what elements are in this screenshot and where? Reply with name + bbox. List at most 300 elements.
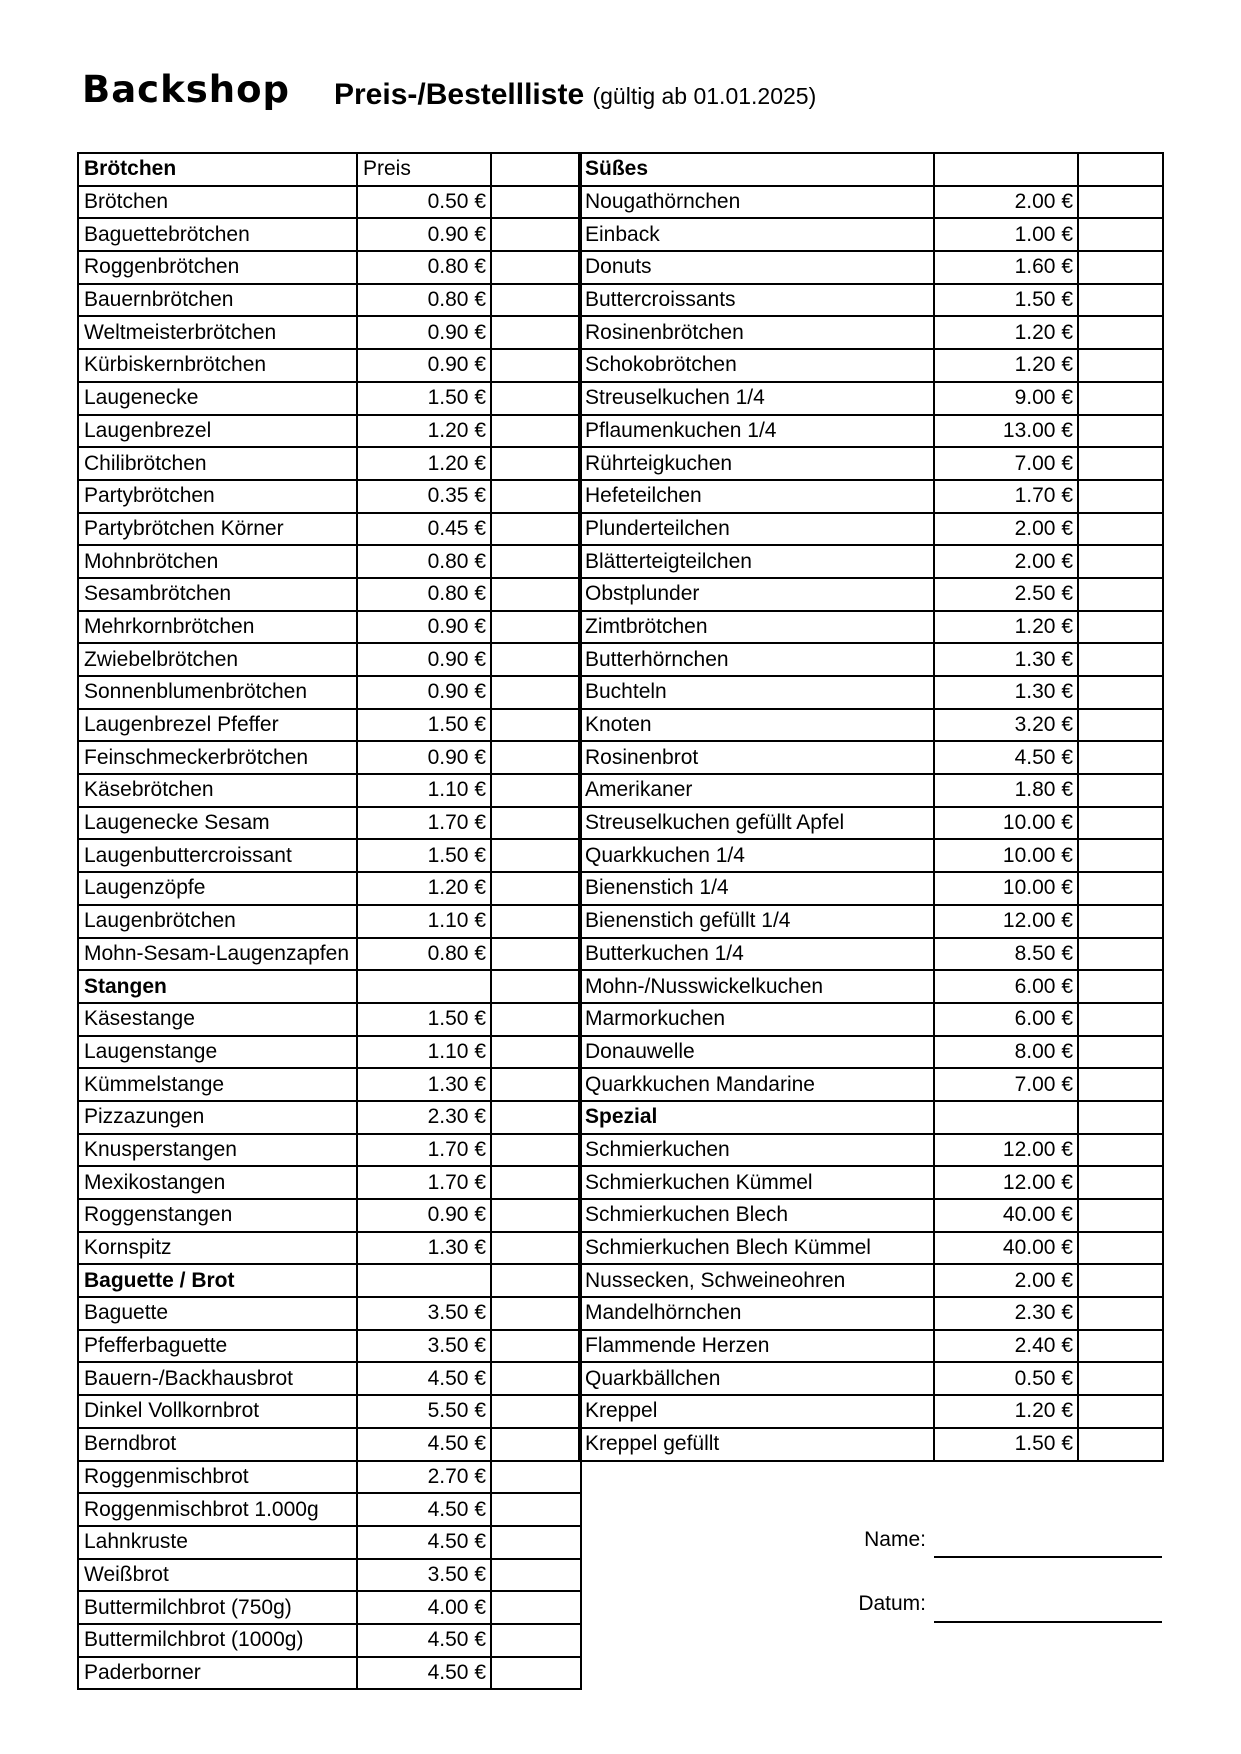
order-quantity-cell[interactable] bbox=[491, 807, 581, 840]
order-quantity-cell[interactable] bbox=[491, 1559, 581, 1592]
order-quantity-cell[interactable] bbox=[1078, 415, 1163, 448]
table-row bbox=[78, 611, 581, 644]
product-price: 1.20 € bbox=[357, 415, 491, 448]
table-row bbox=[78, 709, 581, 742]
product-price: 1.50 € bbox=[357, 382, 491, 415]
table-row bbox=[78, 578, 581, 611]
product-price: 1.70 € bbox=[934, 480, 1078, 513]
order-quantity-cell[interactable] bbox=[491, 447, 581, 480]
table-row bbox=[78, 1591, 581, 1624]
product-price: 1.30 € bbox=[357, 1232, 491, 1265]
product-price: 3.20 € bbox=[934, 709, 1078, 742]
order-quantity-cell[interactable] bbox=[1078, 480, 1163, 513]
product-name: Mehrkornbrötchen bbox=[78, 611, 357, 644]
table-row bbox=[78, 741, 581, 774]
shop-title: Backshop bbox=[82, 68, 290, 111]
table-row bbox=[78, 316, 581, 349]
product-price: 1.70 € bbox=[357, 1134, 491, 1167]
order-quantity-cell[interactable] bbox=[491, 1591, 581, 1624]
table-row bbox=[579, 1264, 1163, 1297]
order-quantity-cell[interactable] bbox=[1078, 545, 1163, 578]
table-row bbox=[579, 545, 1163, 578]
table-row bbox=[78, 1395, 581, 1428]
product-name: Rührteigkuchen bbox=[579, 447, 934, 480]
product-price: 2.70 € bbox=[357, 1461, 491, 1494]
product-name: Kornspitz bbox=[78, 1232, 357, 1265]
product-price: 6.00 € bbox=[934, 970, 1078, 1003]
price-header bbox=[357, 970, 491, 1003]
order-quantity-cell[interactable] bbox=[491, 774, 581, 807]
product-price: 0.80 € bbox=[357, 284, 491, 317]
order-quantity-cell[interactable] bbox=[1078, 1395, 1163, 1428]
product-name: Käsebrötchen bbox=[78, 774, 357, 807]
product-name: Laugenecke bbox=[78, 382, 357, 415]
order-quantity-cell[interactable] bbox=[491, 1297, 581, 1330]
name-input-line[interactable] bbox=[934, 1556, 1162, 1558]
table-row bbox=[579, 807, 1163, 840]
order-quantity-cell[interactable] bbox=[491, 153, 581, 186]
order-quantity-cell[interactable] bbox=[1078, 872, 1163, 905]
table-row bbox=[78, 1330, 581, 1363]
product-name: Partybrötchen bbox=[78, 480, 357, 513]
table-row bbox=[579, 1330, 1163, 1363]
product-price: 3.50 € bbox=[357, 1297, 491, 1330]
order-quantity-cell[interactable] bbox=[491, 905, 581, 938]
order-quantity-cell[interactable] bbox=[1078, 1330, 1163, 1363]
order-quantity-cell[interactable] bbox=[491, 1330, 581, 1363]
product-name: Rosinenbrot bbox=[579, 741, 934, 774]
product-name: Streuselkuchen gefüllt Apfel bbox=[579, 807, 934, 840]
table-row bbox=[78, 774, 581, 807]
table-row bbox=[78, 1068, 581, 1101]
product-price: 4.50 € bbox=[357, 1657, 491, 1690]
product-price: 2.40 € bbox=[934, 1330, 1078, 1363]
section-title: Süßes bbox=[579, 153, 934, 186]
table-row bbox=[78, 676, 581, 709]
product-name: Quarkkuchen 1/4 bbox=[579, 839, 934, 872]
order-quantity-cell[interactable] bbox=[1078, 1134, 1163, 1167]
order-quantity-cell[interactable] bbox=[491, 1101, 581, 1134]
table-row bbox=[78, 513, 581, 546]
product-name: Kürbiskernbrötchen bbox=[78, 349, 357, 382]
section-header-row bbox=[78, 153, 581, 186]
section-title: Brötchen bbox=[78, 153, 357, 186]
table-row bbox=[78, 251, 581, 284]
product-price: 1.20 € bbox=[357, 447, 491, 480]
product-name: Rosinenbrötchen bbox=[579, 316, 934, 349]
order-quantity-cell[interactable] bbox=[491, 316, 581, 349]
table-row bbox=[78, 545, 581, 578]
product-price: 0.90 € bbox=[357, 676, 491, 709]
product-price: 0.90 € bbox=[357, 1199, 491, 1232]
table-row bbox=[579, 1166, 1163, 1199]
list-title-text: Preis-/Bestellliste bbox=[334, 78, 585, 111]
order-quantity-cell[interactable] bbox=[491, 643, 581, 676]
order-quantity-cell[interactable] bbox=[491, 970, 581, 1003]
order-quantity-cell[interactable] bbox=[491, 1461, 581, 1494]
order-quantity-cell[interactable] bbox=[1078, 1166, 1163, 1199]
order-quantity-cell[interactable] bbox=[1078, 218, 1163, 251]
product-price: 1.50 € bbox=[357, 839, 491, 872]
product-name: Bauern-/Backhausbrot bbox=[78, 1362, 357, 1395]
order-quantity-cell[interactable] bbox=[1078, 970, 1163, 1003]
product-price: 40.00 € bbox=[934, 1232, 1078, 1265]
table-row bbox=[579, 709, 1163, 742]
order-quantity-cell[interactable] bbox=[1078, 186, 1163, 219]
product-price: 2.00 € bbox=[934, 513, 1078, 546]
order-quantity-cell[interactable] bbox=[1078, 741, 1163, 774]
section-header-row bbox=[579, 1101, 1163, 1134]
product-name: Nussecken, Schweineohren bbox=[579, 1264, 934, 1297]
order-quantity-cell[interactable] bbox=[491, 839, 581, 872]
order-quantity-cell[interactable] bbox=[1078, 316, 1163, 349]
product-name: Laugenbrezel Pfeffer bbox=[78, 709, 357, 742]
product-name: Käsestange bbox=[78, 1003, 357, 1036]
order-quantity-cell[interactable] bbox=[1078, 774, 1163, 807]
product-name: Kreppel gefüllt bbox=[579, 1428, 934, 1461]
price-table-right bbox=[578, 152, 1164, 1462]
product-price: 1.30 € bbox=[357, 1068, 491, 1101]
table-row bbox=[78, 1199, 581, 1232]
product-name: Nougathörnchen bbox=[579, 186, 934, 219]
product-price: 2.30 € bbox=[357, 1101, 491, 1134]
table-row bbox=[78, 872, 581, 905]
order-quantity-cell[interactable] bbox=[491, 349, 581, 382]
order-quantity-cell[interactable] bbox=[491, 1428, 581, 1461]
product-price: 4.50 € bbox=[357, 1362, 491, 1395]
order-quantity-cell[interactable] bbox=[1078, 676, 1163, 709]
product-price: 2.00 € bbox=[934, 186, 1078, 219]
order-quantity-cell[interactable] bbox=[491, 938, 581, 971]
product-name: Butterhörnchen bbox=[579, 643, 934, 676]
order-quantity-cell[interactable] bbox=[1078, 382, 1163, 415]
order-quantity-cell[interactable] bbox=[1078, 284, 1163, 317]
product-name: Laugenzöpfe bbox=[78, 872, 357, 905]
product-name: Feinschmeckerbrötchen bbox=[78, 741, 357, 774]
table-row bbox=[579, 447, 1163, 480]
product-price: 0.90 € bbox=[357, 316, 491, 349]
product-price: 2.00 € bbox=[934, 545, 1078, 578]
table-row bbox=[579, 284, 1163, 317]
table-row bbox=[579, 938, 1163, 971]
order-quantity-cell[interactable] bbox=[491, 1264, 581, 1297]
table-row bbox=[78, 807, 581, 840]
product-price: 1.20 € bbox=[357, 872, 491, 905]
table-row bbox=[78, 186, 581, 219]
product-price: 1.10 € bbox=[357, 774, 491, 807]
order-quantity-cell[interactable] bbox=[491, 611, 581, 644]
product-price: 3.50 € bbox=[357, 1330, 491, 1363]
product-price: 1.20 € bbox=[934, 316, 1078, 349]
table-row bbox=[78, 1657, 581, 1690]
order-quantity-cell[interactable] bbox=[1078, 807, 1163, 840]
order-quantity-cell[interactable] bbox=[491, 382, 581, 415]
product-name: Donuts bbox=[579, 251, 934, 284]
table-row bbox=[579, 774, 1163, 807]
product-price: 0.90 € bbox=[357, 643, 491, 676]
product-price: 1.50 € bbox=[934, 284, 1078, 317]
product-price: 1.10 € bbox=[357, 905, 491, 938]
table-row bbox=[579, 415, 1163, 448]
product-price: 1.20 € bbox=[934, 349, 1078, 382]
table-row bbox=[579, 1395, 1163, 1428]
product-price: 12.00 € bbox=[934, 1166, 1078, 1199]
list-title bbox=[334, 78, 816, 112]
product-price: 3.50 € bbox=[357, 1559, 491, 1592]
valid-from-text: (gültig ab 01.01.2025) bbox=[592, 83, 817, 109]
price-header bbox=[357, 1264, 491, 1297]
order-quantity-cell[interactable] bbox=[491, 1657, 581, 1690]
table-row bbox=[78, 1036, 581, 1069]
product-price: 1.10 € bbox=[357, 1036, 491, 1069]
table-row bbox=[579, 1036, 1163, 1069]
product-name: Laugenecke Sesam bbox=[78, 807, 357, 840]
order-quantity-cell[interactable] bbox=[491, 480, 581, 513]
product-name: Baguettebrötchen bbox=[78, 218, 357, 251]
table-row bbox=[579, 839, 1163, 872]
date-input-line[interactable] bbox=[934, 1621, 1162, 1623]
order-quantity-cell[interactable] bbox=[1078, 1232, 1163, 1265]
product-price: 40.00 € bbox=[934, 1199, 1078, 1232]
product-price: 1.20 € bbox=[934, 611, 1078, 644]
product-name: Buttercroissants bbox=[579, 284, 934, 317]
product-name: Pizzazungen bbox=[78, 1101, 357, 1134]
product-price: 10.00 € bbox=[934, 872, 1078, 905]
order-quantity-cell[interactable] bbox=[1078, 1264, 1163, 1297]
product-name: Roggenmischbrot bbox=[78, 1461, 357, 1494]
order-quantity-cell[interactable] bbox=[491, 284, 581, 317]
product-name: Kümmelstange bbox=[78, 1068, 357, 1101]
product-price: 0.80 € bbox=[357, 578, 491, 611]
order-quantity-cell[interactable] bbox=[491, 1166, 581, 1199]
product-price: 1.50 € bbox=[357, 709, 491, 742]
price-header bbox=[934, 153, 1078, 186]
order-quantity-cell[interactable] bbox=[491, 1232, 581, 1265]
product-name: Bauernbrötchen bbox=[78, 284, 357, 317]
product-price: 12.00 € bbox=[934, 1134, 1078, 1167]
table-row bbox=[78, 1559, 581, 1592]
product-price: 12.00 € bbox=[934, 905, 1078, 938]
order-quantity-cell[interactable] bbox=[1078, 578, 1163, 611]
product-price: 1.00 € bbox=[934, 218, 1078, 251]
product-name: Obstplunder bbox=[579, 578, 934, 611]
order-quantity-cell[interactable] bbox=[491, 218, 581, 251]
product-name: Blätterteigteilchen bbox=[579, 545, 934, 578]
order-quantity-cell[interactable] bbox=[1078, 1036, 1163, 1069]
order-quantity-cell[interactable] bbox=[491, 1395, 581, 1428]
section-header-row bbox=[579, 153, 1163, 186]
name-label: Name: bbox=[864, 1528, 926, 1551]
product-price: 7.00 € bbox=[934, 1068, 1078, 1101]
product-price: 9.00 € bbox=[934, 382, 1078, 415]
product-name: Bienenstich 1/4 bbox=[579, 872, 934, 905]
product-price: 0.90 € bbox=[357, 741, 491, 774]
order-quantity-cell[interactable] bbox=[491, 251, 581, 284]
product-price: 0.90 € bbox=[357, 218, 491, 251]
section-title: Spezial bbox=[579, 1101, 934, 1134]
table-row bbox=[579, 872, 1163, 905]
product-price: 0.90 € bbox=[357, 349, 491, 382]
product-name: Flammende Herzen bbox=[579, 1330, 934, 1363]
table-row bbox=[579, 643, 1163, 676]
table-row bbox=[78, 839, 581, 872]
table-row bbox=[579, 480, 1163, 513]
order-quantity-cell[interactable] bbox=[1078, 1003, 1163, 1036]
product-name: Mexikostangen bbox=[78, 1166, 357, 1199]
product-price: 10.00 € bbox=[934, 839, 1078, 872]
product-price: 2.50 € bbox=[934, 578, 1078, 611]
price-header: Preis bbox=[357, 153, 491, 186]
order-quantity-cell[interactable] bbox=[1078, 905, 1163, 938]
product-price: 1.20 € bbox=[934, 1395, 1078, 1428]
order-quantity-cell[interactable] bbox=[491, 1036, 581, 1069]
product-name: Laugenstange bbox=[78, 1036, 357, 1069]
product-name: Schmierkuchen Blech bbox=[579, 1199, 934, 1232]
product-name: Pflaumenkuchen 1/4 bbox=[579, 415, 934, 448]
table-row bbox=[78, 447, 581, 480]
section-title: Stangen bbox=[78, 970, 357, 1003]
table-row bbox=[78, 218, 581, 251]
product-price: 4.50 € bbox=[357, 1624, 491, 1657]
order-quantity-cell[interactable] bbox=[491, 1624, 581, 1657]
order-quantity-cell[interactable] bbox=[491, 676, 581, 709]
table-row bbox=[579, 905, 1163, 938]
table-row bbox=[78, 1101, 581, 1134]
order-quantity-cell[interactable] bbox=[491, 1493, 581, 1526]
order-quantity-cell[interactable] bbox=[1078, 1297, 1163, 1330]
table-row bbox=[78, 382, 581, 415]
table-row bbox=[579, 349, 1163, 382]
product-name: Donauwelle bbox=[579, 1036, 934, 1069]
order-quantity-cell[interactable] bbox=[1078, 709, 1163, 742]
table-row bbox=[579, 676, 1163, 709]
product-name: Buttermilchbrot (1000g) bbox=[78, 1624, 357, 1657]
product-price: 0.50 € bbox=[357, 186, 491, 219]
order-quantity-cell[interactable] bbox=[491, 545, 581, 578]
order-quantity-cell[interactable] bbox=[491, 1134, 581, 1167]
product-name: Bienenstich gefüllt 1/4 bbox=[579, 905, 934, 938]
product-price: 0.45 € bbox=[357, 513, 491, 546]
table-row bbox=[579, 578, 1163, 611]
order-quantity-cell[interactable] bbox=[491, 1003, 581, 1036]
product-name: Roggenmischbrot 1.000g bbox=[78, 1493, 357, 1526]
product-price: 4.50 € bbox=[357, 1493, 491, 1526]
order-quantity-cell[interactable] bbox=[491, 1526, 581, 1559]
order-quantity-cell[interactable] bbox=[1078, 643, 1163, 676]
product-price: 1.70 € bbox=[357, 807, 491, 840]
product-price: 7.00 € bbox=[934, 447, 1078, 480]
table-row bbox=[78, 643, 581, 676]
order-quantity-cell[interactable] bbox=[1078, 153, 1163, 186]
product-price: 1.50 € bbox=[934, 1428, 1078, 1461]
order-quantity-cell[interactable] bbox=[1078, 1068, 1163, 1101]
order-quantity-cell[interactable] bbox=[491, 741, 581, 774]
product-name: Kreppel bbox=[579, 1395, 934, 1428]
order-quantity-cell[interactable] bbox=[491, 1068, 581, 1101]
order-quantity-cell[interactable] bbox=[1078, 513, 1163, 546]
product-name: Berndbrot bbox=[78, 1428, 357, 1461]
product-name: Lahnkruste bbox=[78, 1526, 357, 1559]
table-row bbox=[579, 218, 1163, 251]
product-price: 1.30 € bbox=[934, 676, 1078, 709]
order-quantity-cell[interactable] bbox=[1078, 938, 1163, 971]
order-quantity-cell[interactable] bbox=[1078, 839, 1163, 872]
table-row bbox=[78, 1362, 581, 1395]
product-price: 8.50 € bbox=[934, 938, 1078, 971]
table-row bbox=[78, 1624, 581, 1657]
order-quantity-cell[interactable] bbox=[1078, 1362, 1163, 1395]
product-price: 1.80 € bbox=[934, 774, 1078, 807]
product-price: 5.50 € bbox=[357, 1395, 491, 1428]
product-name: Laugenbuttercroissant bbox=[78, 839, 357, 872]
order-quantity-cell[interactable] bbox=[491, 513, 581, 546]
product-name: Buttermilchbrot (750g) bbox=[78, 1591, 357, 1624]
table-row bbox=[78, 1003, 581, 1036]
product-name: Plunderteilchen bbox=[579, 513, 934, 546]
table-row bbox=[78, 1493, 581, 1526]
order-quantity-cell[interactable] bbox=[1078, 447, 1163, 480]
order-quantity-cell[interactable] bbox=[1078, 1199, 1163, 1232]
table-row bbox=[78, 480, 581, 513]
table-row bbox=[78, 349, 581, 382]
order-quantity-cell[interactable] bbox=[491, 186, 581, 219]
product-name: Partybrötchen Körner bbox=[78, 513, 357, 546]
table-row bbox=[78, 415, 581, 448]
product-price: 13.00 € bbox=[934, 415, 1078, 448]
product-name: Butterkuchen 1/4 bbox=[579, 938, 934, 971]
product-name: Dinkel Vollkornbrot bbox=[78, 1395, 357, 1428]
product-name: Schmierkuchen Kümmel bbox=[579, 1166, 934, 1199]
product-name: Knoten bbox=[579, 709, 934, 742]
table-row bbox=[579, 382, 1163, 415]
table-row bbox=[579, 1003, 1163, 1036]
product-name: Roggenbrötchen bbox=[78, 251, 357, 284]
table-row bbox=[579, 1362, 1163, 1395]
product-name: Schmierkuchen Blech Kümmel bbox=[579, 1232, 934, 1265]
product-name: Einback bbox=[579, 218, 934, 251]
table-row bbox=[78, 905, 581, 938]
product-price: 4.50 € bbox=[357, 1428, 491, 1461]
product-price: 0.80 € bbox=[357, 545, 491, 578]
table-row bbox=[579, 970, 1163, 1003]
order-quantity-cell[interactable] bbox=[491, 872, 581, 905]
order-quantity-cell[interactable] bbox=[1078, 1428, 1163, 1461]
product-name: Sonnenblumenbrötchen bbox=[78, 676, 357, 709]
product-price: 0.90 € bbox=[357, 611, 491, 644]
product-name: Brötchen bbox=[78, 186, 357, 219]
order-quantity-cell[interactable] bbox=[491, 1362, 581, 1395]
order-quantity-cell[interactable] bbox=[491, 709, 581, 742]
order-quantity-cell[interactable] bbox=[1078, 1101, 1163, 1134]
order-quantity-cell[interactable] bbox=[491, 1199, 581, 1232]
order-quantity-cell[interactable] bbox=[491, 578, 581, 611]
order-quantity-cell[interactable] bbox=[1078, 611, 1163, 644]
table-row bbox=[78, 1526, 581, 1559]
order-quantity-cell[interactable] bbox=[1078, 349, 1163, 382]
table-row bbox=[579, 1428, 1163, 1461]
product-price: 10.00 € bbox=[934, 807, 1078, 840]
product-price: 4.50 € bbox=[934, 741, 1078, 774]
order-quantity-cell[interactable] bbox=[1078, 251, 1163, 284]
table-row bbox=[579, 1199, 1163, 1232]
product-name: Laugenbrezel bbox=[78, 415, 357, 448]
product-name: Laugenbrötchen bbox=[78, 905, 357, 938]
product-price: 1.50 € bbox=[357, 1003, 491, 1036]
order-quantity-cell[interactable] bbox=[491, 415, 581, 448]
product-name: Buchteln bbox=[579, 676, 934, 709]
product-name: Sesambrötchen bbox=[78, 578, 357, 611]
product-price: 2.30 € bbox=[934, 1297, 1078, 1330]
